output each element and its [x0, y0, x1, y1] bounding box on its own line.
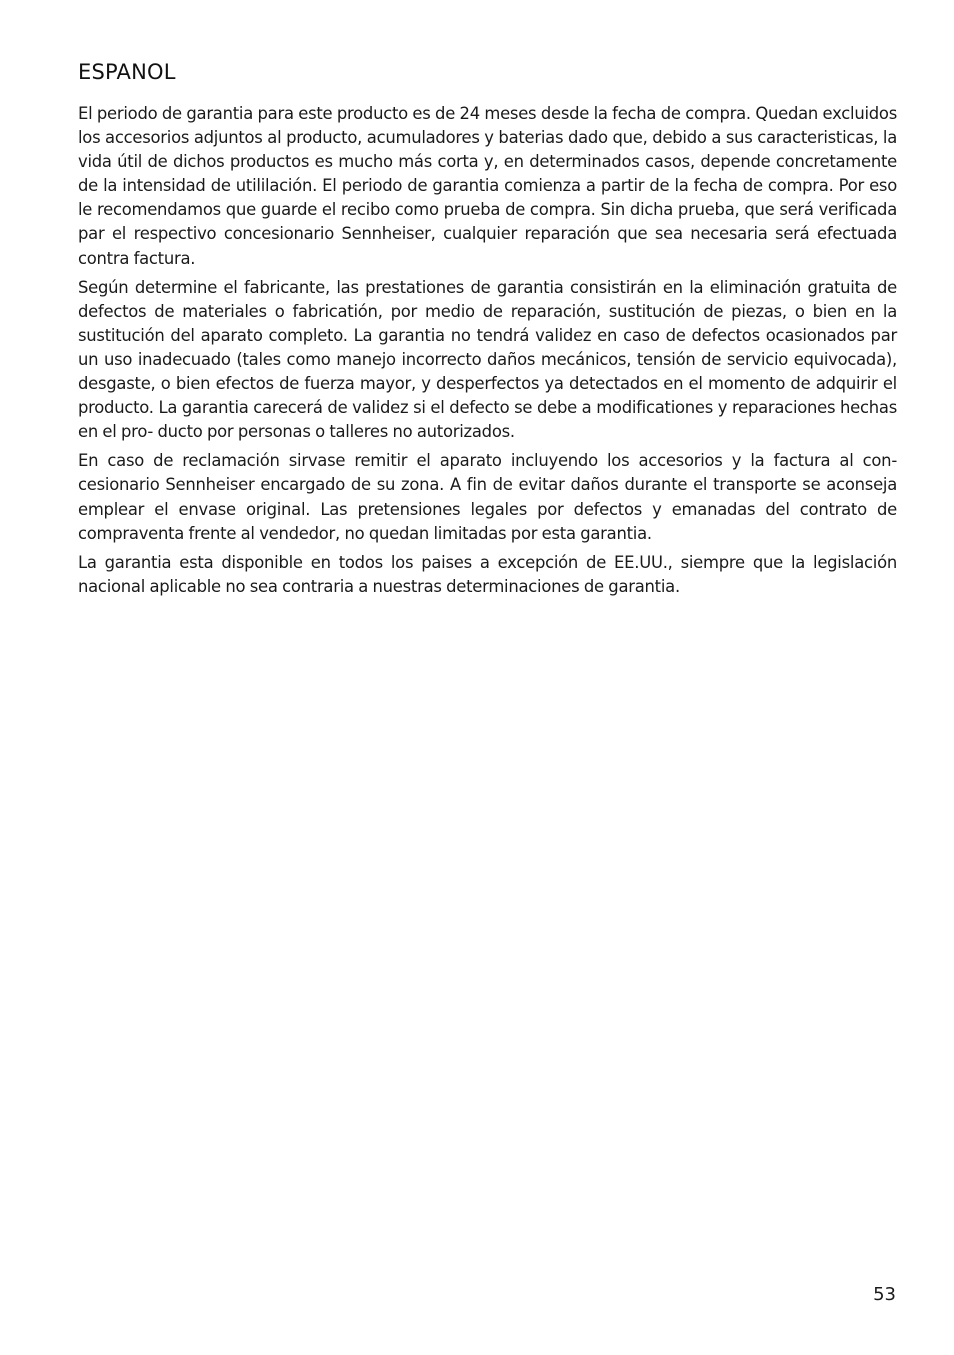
- section-heading: ESPANOL: [78, 60, 176, 84]
- paragraph-claim-procedure: En caso de reclamación sirvase remitir el aparato incluyendo los accesorios y la factura al con-cesionario Sennheiser encargado de su zona. A fin de evitar daños durante el transporte se aconseja emplear el envase original. Las pretensiones legales por defectos y emanadas del contrato de compraventa frente al vendedor, no quedan limitadas por esta garantia.: [78, 451, 897, 543]
- warranty-text: [78, 102, 897, 604]
- paragraph-availability: La garantia esta disponible en todos los paises a excepción de EE.UU., siempre que la legislación nacional aplicable no sea contraria a nuestras determinaciones de garantia.: [78, 552, 897, 596]
- paragraph-warranty-services: Según determine el fabricante, las prestationes de garantia consistirán en la eliminación gratuita de defectos de materiales o fabricatión, por medio de reparación, sustitución de piezas, o bien en la sustitución del aparato completo. La garantia no tendrá validez en caso de defectos ocasionados par un uso inadecuado (tales como manejo incorrecto daños mecánicos, tensión de servicio equivocada), desgaste, o bien efectos de fuerza mayor, y desperfectos ya detectados en el momento de adquirir el producto. La garantia carecerá de validez si el defecto se debe a modificationes y reparaciones hechas en el pro- ducto por personas o talleres no autorizados.: [78, 277, 897, 442]
- page-number: 53: [873, 1284, 896, 1305]
- paragraph-warranty-period: El periodo de garantia para este producto es de 24 meses desde la fecha de compra. Quedan excluidos los accesorios adjuntos al producto, acumuladores y baterias dado que, debido a sus caracteristicas, la vida útil de dichos productos es mucho más corta y, en determinados casos, depende concretamente de la intensidad de utililación. El periodo de garantia comienza a partir de la fecha de compra. Por eso le recomendamos que guarde el recibo como prueba de compra. Sin dicha prueba, que será verificada par el respectivo concesionario Sennheiser, cualquier reparación que sea necesaria será efectuada contra factura.: [78, 104, 897, 268]
